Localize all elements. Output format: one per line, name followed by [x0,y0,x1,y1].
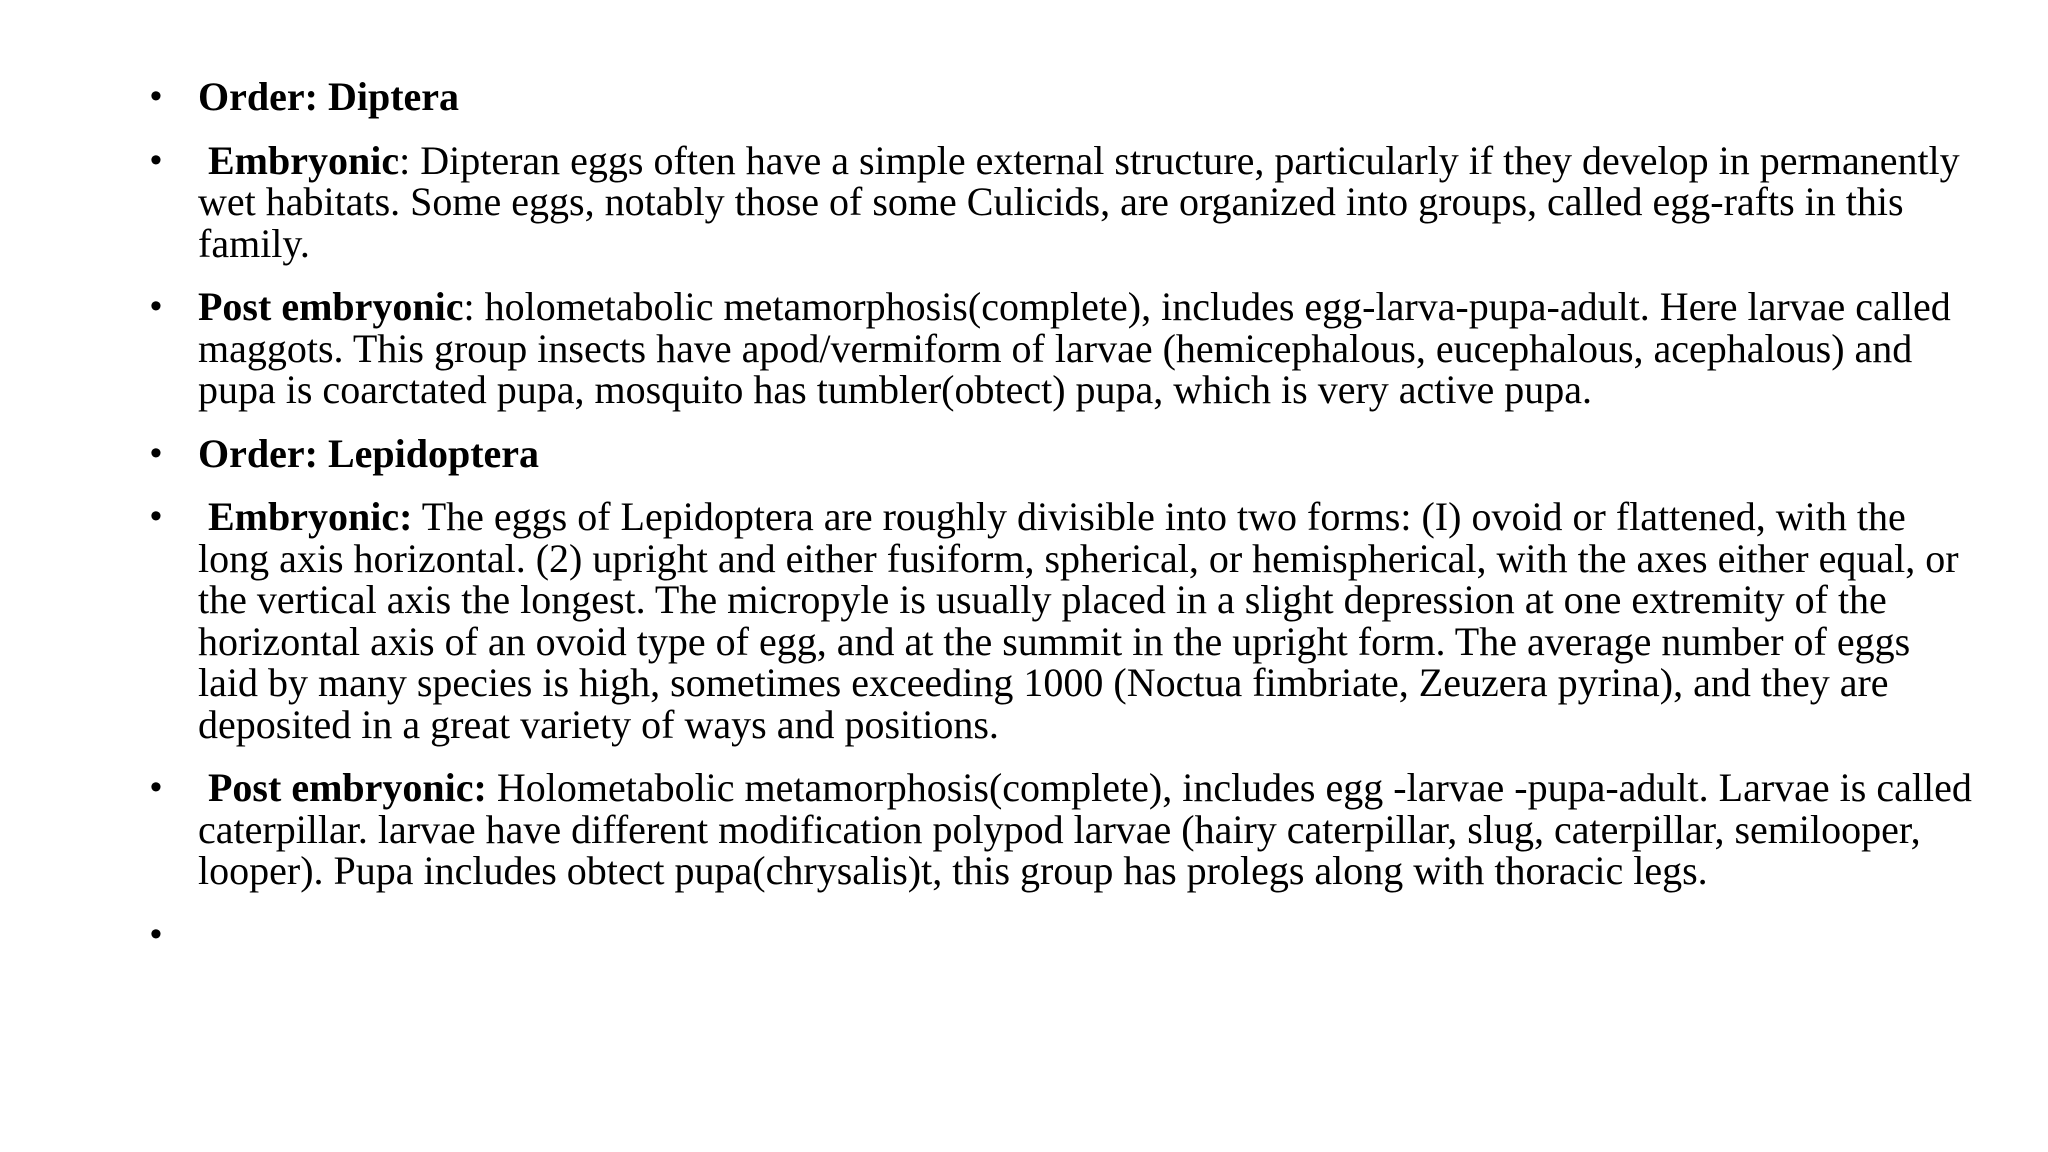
bullet-icon: • [150,433,162,472]
item-body: Holometabolic metamorphosis(complete), includes egg -larvae -pupa-adult. Larvae is called caterpillar. larvae have different modification polypod larvae (hairy caterpillar, slug, caterpillar, semilooper, looper). Pupa includes obtect pupa(chrysalis)t, this group has prolegs along with thoracic legs. [198,765,1972,893]
bullet-icon: • [150,287,162,325]
item-heading: Post embryonic: [198,765,487,810]
bullet-icon: • [150,914,162,953]
item-heading: Order: Lepidoptera [198,430,540,476]
list-item-diptera-post-embryonic [150,286,1980,411]
list-item-lepidoptera-embryonic [150,496,1980,745]
bullet-icon: • [150,768,162,806]
item-heading: Embryonic: [198,494,413,539]
bullet-icon: • [150,140,162,179]
list-item-diptera-embryonic [150,137,1980,266]
item-body: The eggs of Lepidoptera are roughly divisible into two forms: (I) ovoid or flattened, with the long axis horizontal. (2) upright and either fusiform, spherical, or hemispherical, with the axes either equal, or the vertical axis the longest. The micropyle is usually placed in a slight depression at one extremity of the horizontal axis of an ovoid type of egg, and at the summit in the upright form. The average number of eggs laid by many species is high, sometimes exceeding 1000 (Noctua fimbriate, Zeuzera pyrina), and they are deposited in a great variety of ways and positions. [198,494,1959,747]
bullet-icon: • [150,77,162,115]
item-heading: Post embryonic [198,284,464,329]
bullet-list [150,74,1980,953]
item-body: : Dipteran eggs often have a simple external structure, particularly if they develop in permanently wet habitats. Some eggs, notably those of some Culicids, are organized into groups, called egg-rafts in this family. [198,137,1960,266]
item-heading: Embryonic [198,137,400,183]
item-body: : holometabolic metamorphosis(complete), includes egg-larva-pupa-adult. Here larvae called maggots. This group insects have apod/vermiform of larvae (hemicephalous, eucephalous, acephalous) and pupa is coarctated pupa, mosquito has tumbler(obtect) pupa, which is very active pupa. [198,284,1951,412]
bullet-icon: • [150,497,162,535]
list-item-lepidoptera-post-embryonic [150,767,1980,892]
item-heading: Order: Diptera [198,74,460,119]
list-item-order-lepidoptera [150,430,1980,476]
list-item-order-diptera [150,76,1980,118]
